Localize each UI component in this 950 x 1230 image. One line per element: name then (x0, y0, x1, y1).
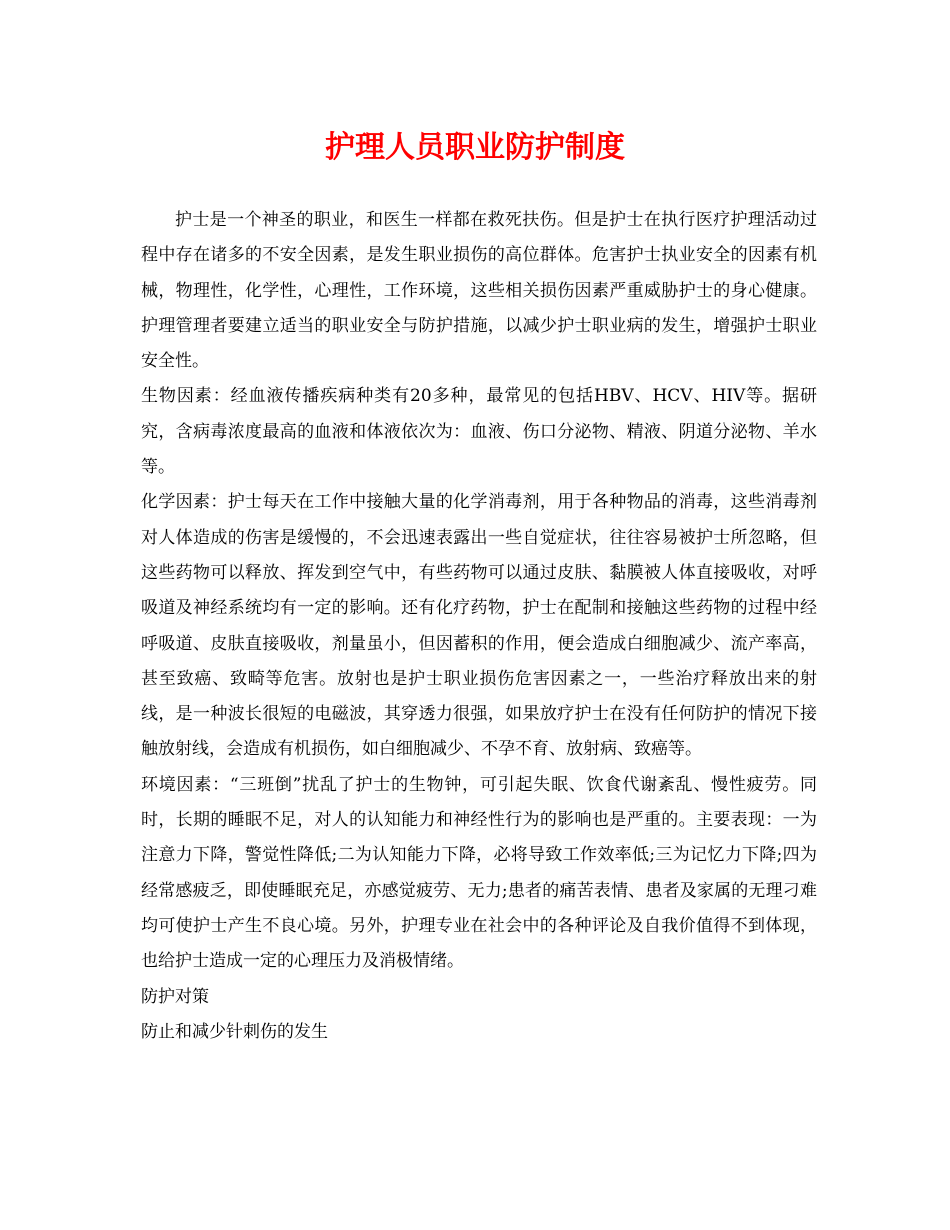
intro-paragraph: 护士是一个神圣的职业，和医生一样都在救死扶伤。但是护士在执行医疗护理活动过程中存在诸多的不安全因素，是发生职业损伤的高位群体。危害护士执业安全的因素有机械，物理性，化学性，心理性，工作环境，这些相关损伤因素严重威胁护士的身心健康。护理管理者要建立适当的职业安全与防护措施，以减少护士职业病的发生，增强护士职业安全性。 (141, 210, 817, 372)
protection-measures-heading: 防护对策 (141, 986, 209, 1007)
document-title: 护理人员职业防护制度 (325, 130, 625, 165)
biological-factors-paragraph: 生物因素：经血液传播疾病种类有20多种，最常见的包括HBV、HCV、HIV等。据研究，含病毒浓度最高的血液和体液依次为：血液、伤口分泌物、精液、阴道分泌物、羊水等。 (141, 386, 817, 478)
chemical-factors-paragraph: 化学因素：护士每天在工作中接触大量的化学消毒剂，用于各种物品的消毒，这些消毒剂对人体造成的伤害是缓慢的，不会迅速表露出一些自觉症状，往往容易被护士所忽略，但这些药物可以释放、挥发到空气中，有些药物可以通过皮肤、黏膜被人体直接吸收，对呼吸道及神经系统均有一定的影响。还有化疗药物，护士在配制和接触这些药物的过程中经呼吸道、皮肤直接吸收，剂量虽小，但因蓄积的作用，便会造成白细胞减少、流产率高，甚至致癌、致畸等危害。放射也是护士职业损伤危害因素之一，一些治疗释放出来的射线，是一种波长很短的电磁波，其穿透力很强，如果放疗护士在没有任何防护的情况下接触放射线，会造成有机损伤，如白细胞减少、不孕不育、放射病、致癌等。 (141, 492, 817, 760)
environmental-factors-paragraph: 环境因素：“三班倒”扰乱了护士的生物钟，可引起失眠、饮食代谢紊乱、慢性疲劳。同时，长期的睡眠不足，对人的认知能力和神经性行为的影响也是严重的。主要表现：一为注意力下降，警觉性降低;二为认知能力下降，必将导致工作效率低;三为记忆力下降;四为经常感疲乏，即使睡眠充足，亦感觉疲劳、无力;患者的痛苦表情、患者及家属的无理刁难均可使护士产生不良心境。另外，护理专业在社会中的各种评论及自我价值得不到体现，也给护士造成一定的心理压力及消极情绪。 (141, 774, 817, 972)
document-body (141, 203, 817, 1050)
needlestick-prevention-heading: 防止和减少针刺伤的发生 (141, 1021, 328, 1042)
